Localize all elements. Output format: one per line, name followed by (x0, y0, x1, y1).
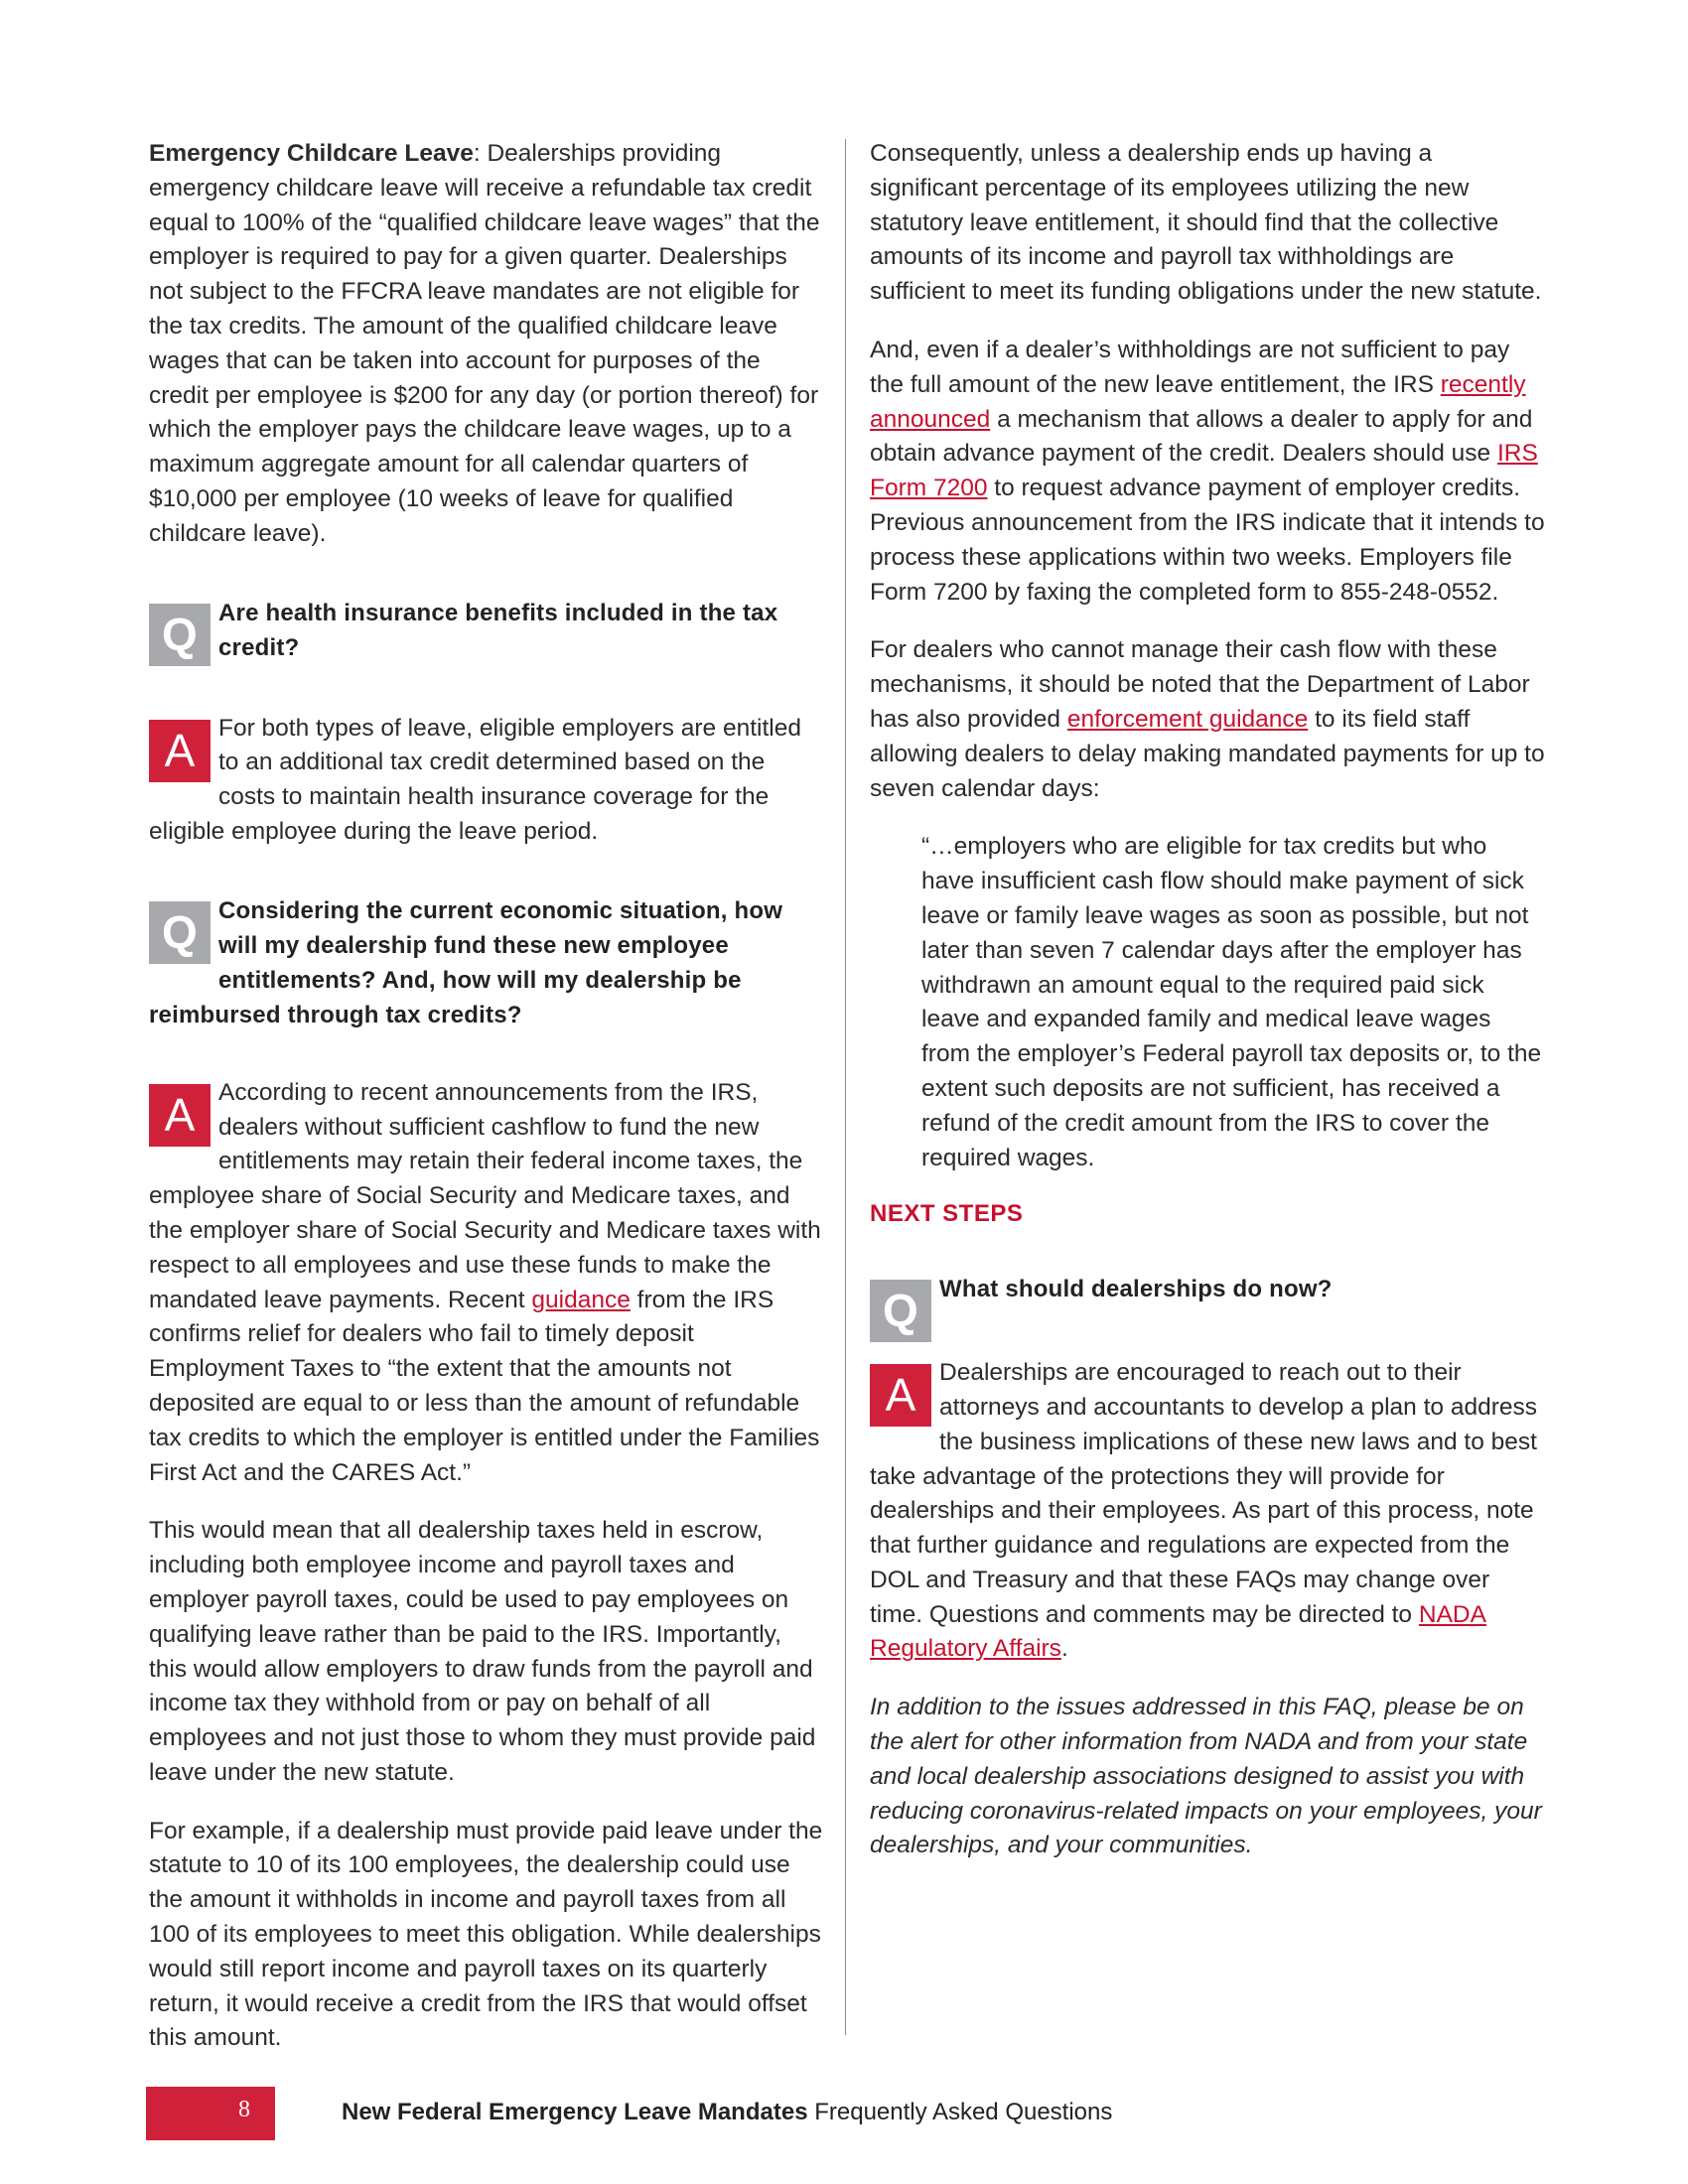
example-paragraph: For example, if a dealership must provide paid leave under the statute to 10 of its 100 employees, the dealership could use the amount it withholds in income and payroll taxes from all 100 of its employees to meet this obligation. While dealerships would still report income and payroll taxes on its quarterly return, it would receive a credit from the IRS that would offset this amount. (149, 1817, 823, 2052)
footer-title-regular: Frequently Asked Questions (807, 2099, 1113, 2125)
cash-flow-paragraph (870, 633, 1545, 806)
question-badge-icon: Q (149, 901, 211, 964)
question-text: Considering the current economic situation, how will my dealership fund these new employee entitlements? And, how will my dealership be reimbursed through tax credits? (149, 896, 783, 1028)
childcare-leave-label: Emergency Childcare Leave (149, 140, 474, 167)
answer-text-part1: According to recent announcements from the IRS, dealers without sufficient cashflow to fund the new entitlements may retain their federal income taxes, the employee share of Social Security and Medicare taxes, and the employer share of Social Security and Medicare taxes with respect to all employees and use these funds to make the mandated leave payments. Recent (149, 1078, 821, 1313)
answer-text: For both types of leave, eligible employers are entitled to an additional tax credit determined based on the costs to maintain health insurance coverage for the eligible employee during the leave period. (149, 714, 801, 845)
next-steps-heading: NEXT STEPS (870, 1200, 1024, 1228)
withholdings-text-part1: And, even if a dealer’s withholdings are not sufficient to pay the full amount of the new leave entitlement, the IRS (870, 336, 1510, 398)
withholdings-text-part3: to request advance payment of employer credits. Previous announcement from the IRS indicate that it intends to process these applications within two weeks. Employers file Form 7200 by faxing the completed form to 855-248-0552. (870, 475, 1545, 606)
enforcement-guidance-link[interactable]: enforcement guidance (1066, 705, 1309, 733)
closing-paragraph: In addition to the issues addressed in this FAQ, please be on the alert for other information from NADA and from your state and local dealership associations designed to assist you with reducing coronavirus-related impacts on your employees, your dealerships, and your communities. (870, 1694, 1542, 1859)
faq-answer-health-insurance (149, 712, 824, 850)
left-column (149, 137, 824, 2080)
right-column (870, 137, 1545, 1887)
escrow-paragraph: This would mean that all dealership taxes held in escrow, including both employee income and payroll taxes and employer payroll taxes, could be used to pay employees on qualifying leave rather than be paid to the IRS. Importantly, this would allow employers to draw funds from the payroll and income tax they withhold from or pay on behalf of all employees and not just those to whom they must provide paid leave under the new statute. (149, 1517, 816, 1786)
faq-question-next-steps (870, 1272, 1545, 1344)
withholdings-paragraph (870, 334, 1545, 610)
guidance-link[interactable]: guidance (531, 1286, 631, 1313)
answer-text-part2: . (1060, 1635, 1068, 1663)
cash-flow-text-part1: For dealers who cannot manage their cash flow with these mechanisms, it should be noted that the Department of Labor has also provided (870, 636, 1530, 733)
answer-text-part2: from the IRS confirms relief for dealers who fail to timely deposit Employment Taxes to “the extent that the amounts not deposited are equal to or less than the amount of refundable tax credits to which the employer is entitled under the Families First Act and the CARES Act.” (149, 1286, 820, 1486)
cash-flow-text-part2: to its field staff allowing dealers to delay making mandated payments for up to seven calendar days: (870, 705, 1545, 802)
question-text: What should dealerships do now? (939, 1276, 1333, 1303)
answer-badge-icon: A (149, 720, 211, 782)
recently-announced-link[interactable]: recently announced (870, 370, 1526, 433)
faq-question-health-insurance (149, 596, 824, 668)
faq-answer-funding (149, 1076, 824, 1491)
question-badge-icon: Q (870, 1280, 931, 1342)
answer-text-part1: Dealerships are encouraged to reach out to their attorneys and accountants to develop a plan to address the business implications of these new laws and to best take advantage of the protections they will provide for dealerships and their employees. As part of this process, note that further guidance and regulations are expected from the DOL and Treasury and that these FAQs may change over time. Questions and comments may be directed to (870, 1359, 1538, 1628)
faq-question-funding (149, 893, 824, 1032)
childcare-leave-text: : Dealerships providing emergency childcare leave will receive a refundable tax credit equal to 100% of the “qualified childcare leave wages” that the employer is required to pay for a given quarter. Dealerships not subject to the FFCRA leave mandates are not eligible for the tax credits. The amount of the qualified childcare leave wages that can be taken into account for purposes of the credit per employee is $200 for any day (or portion thereof) for which the employer pays the childcare leave wages, up to a maximum aggregate amount for all calendar quarters of $10,000 per employee (10 weeks of leave for qualified childcare leave). (149, 140, 820, 547)
footer-title (342, 2099, 1112, 2126)
faq-answer-next-steps (870, 1356, 1545, 1667)
question-text: Are health insurance benefits included in the tax credit? (218, 599, 778, 661)
question-badge-icon: Q (149, 604, 211, 666)
childcare-leave-paragraph (149, 137, 824, 552)
column-divider (845, 139, 846, 2035)
withholdings-text-part2: a mechanism that allows a dealer to apply for and obtain advance payment of the credit. Dealers should use (870, 405, 1533, 468)
footer-title-bold: New Federal Emergency Leave Mandates (342, 2099, 808, 2125)
consequently-paragraph: Consequently, unless a dealership ends up having a significant percentage of its employees utilizing the new statutory leave entitlement, it should find that the collective amounts of its income and payroll tax withholdings are sufficient to meet its funding obligations under the new statute. (870, 140, 1542, 306)
answer-badge-icon: A (149, 1084, 211, 1147)
dol-quote: “…employers who are eligible for tax credits but who have insufficient cash flow should make payment of sick leave or family leave wages as soon as possible, but not later than seven 7 calendar days after the employer has withdrawn an amount equal to the required paid sick leave and expanded family and medical leave wages from the employer’s Federal payroll tax deposits or, to the extent such deposits are not sufficient, has received a refund of the credit amount from the IRS to cover the required wages. (921, 833, 1542, 1171)
page-number: 8 (238, 2097, 250, 2122)
nada-regulatory-affairs-link[interactable]: NADA Regulatory Affairs (870, 1600, 1486, 1663)
irs-form-7200-link[interactable]: IRS Form 7200 (870, 440, 1538, 502)
answer-badge-icon: A (870, 1364, 931, 1427)
footer-page-box (146, 2087, 275, 2140)
